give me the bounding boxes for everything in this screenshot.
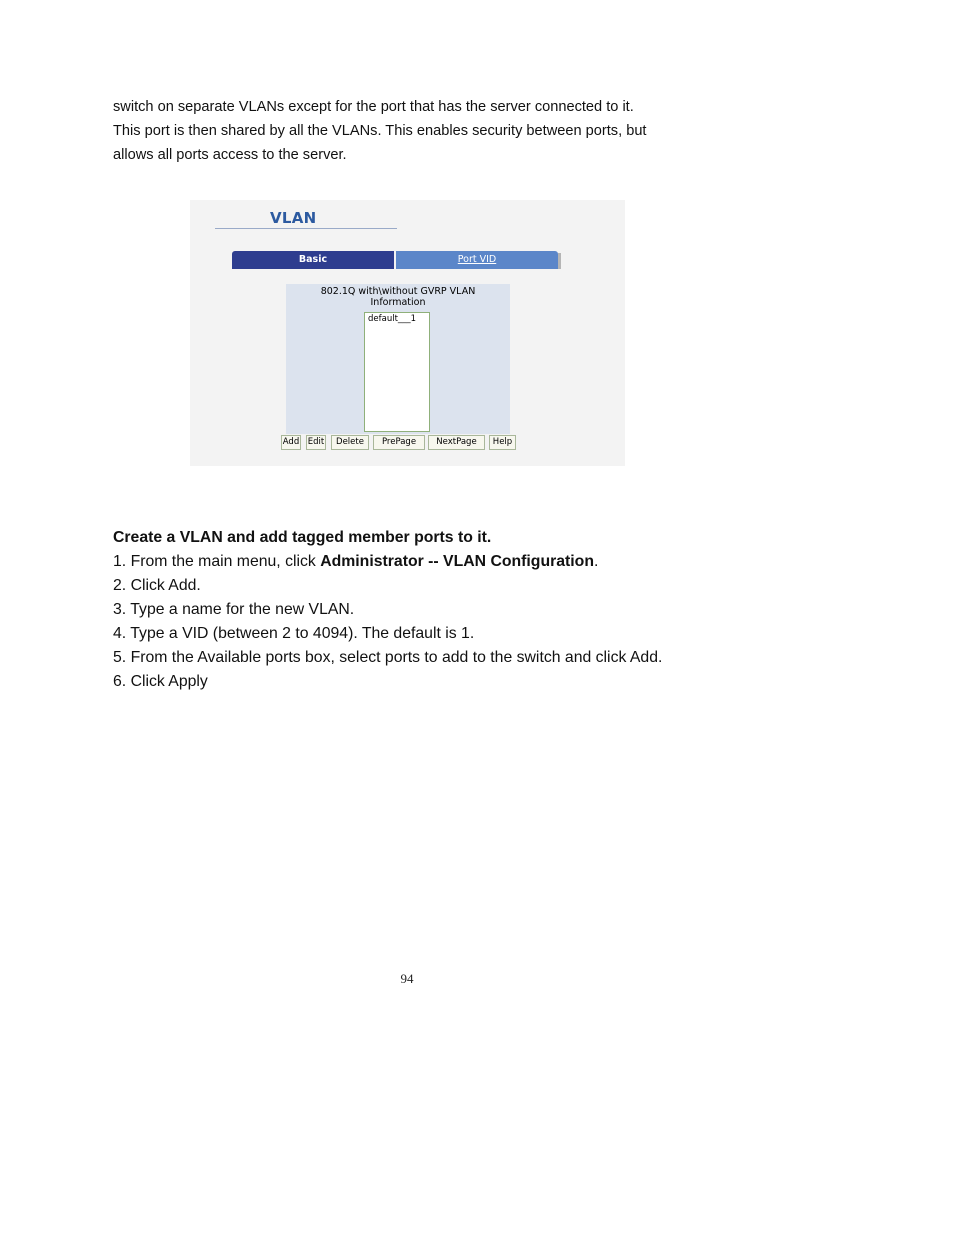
title-divider [215,228,397,229]
panel-title-line: 802.1Q with\without GVRP VLAN [320,286,476,297]
tab-port-vid[interactable]: Port VID [396,251,558,269]
prepage-button[interactable]: PrePage [373,435,425,450]
intro-paragraph [113,95,733,167]
intro-line: allows all ports access to the server. [113,147,347,163]
page-number: 94 [400,971,414,986]
menu-path: Administrator -- VLAN Configuration [320,553,594,570]
step-2: 2. Click Add. [113,577,201,594]
step-1-end: . [593,553,599,570]
intro-line: This port is then shared by all the VLANs. This enables security between ports, but [113,123,647,139]
tab-shadow [558,253,561,269]
step-3: 3. Type a name for the new VLAN. [113,601,355,618]
edit-button[interactable]: Edit [306,435,326,450]
section-heading: Create a VLAN and add tagged member ports to it. [113,529,492,546]
vlan-listbox[interactable] [364,312,430,432]
list-item[interactable]: default___1 [368,314,417,324]
step-5: 5. From the Available ports box, select ports to add to the switch and click Add. [113,649,663,666]
help-button[interactable]: Help [489,435,516,450]
vlan-info-panel [286,284,510,434]
vlan-title: VLAN [270,209,317,227]
panel-title [286,286,510,308]
panel-title-line: Information [370,297,426,308]
vlan-screenshot [190,200,625,466]
step-1 [113,550,662,574]
nextpage-button[interactable]: NextPage [428,435,485,450]
step-1-text: 1. From the main menu, click [113,553,321,570]
step-4: 4. Type a VID (between 2 to 4094). The default is 1. [113,625,475,642]
intro-line: switch on separate VLANs except for the port that has the server connected to it. [113,99,634,115]
step-6: 6. Click Apply [113,673,208,690]
add-button[interactable]: Add [281,435,301,450]
create-vlan-section [113,526,662,694]
delete-button[interactable]: Delete [331,435,369,450]
tab-basic[interactable]: Basic [232,251,394,269]
